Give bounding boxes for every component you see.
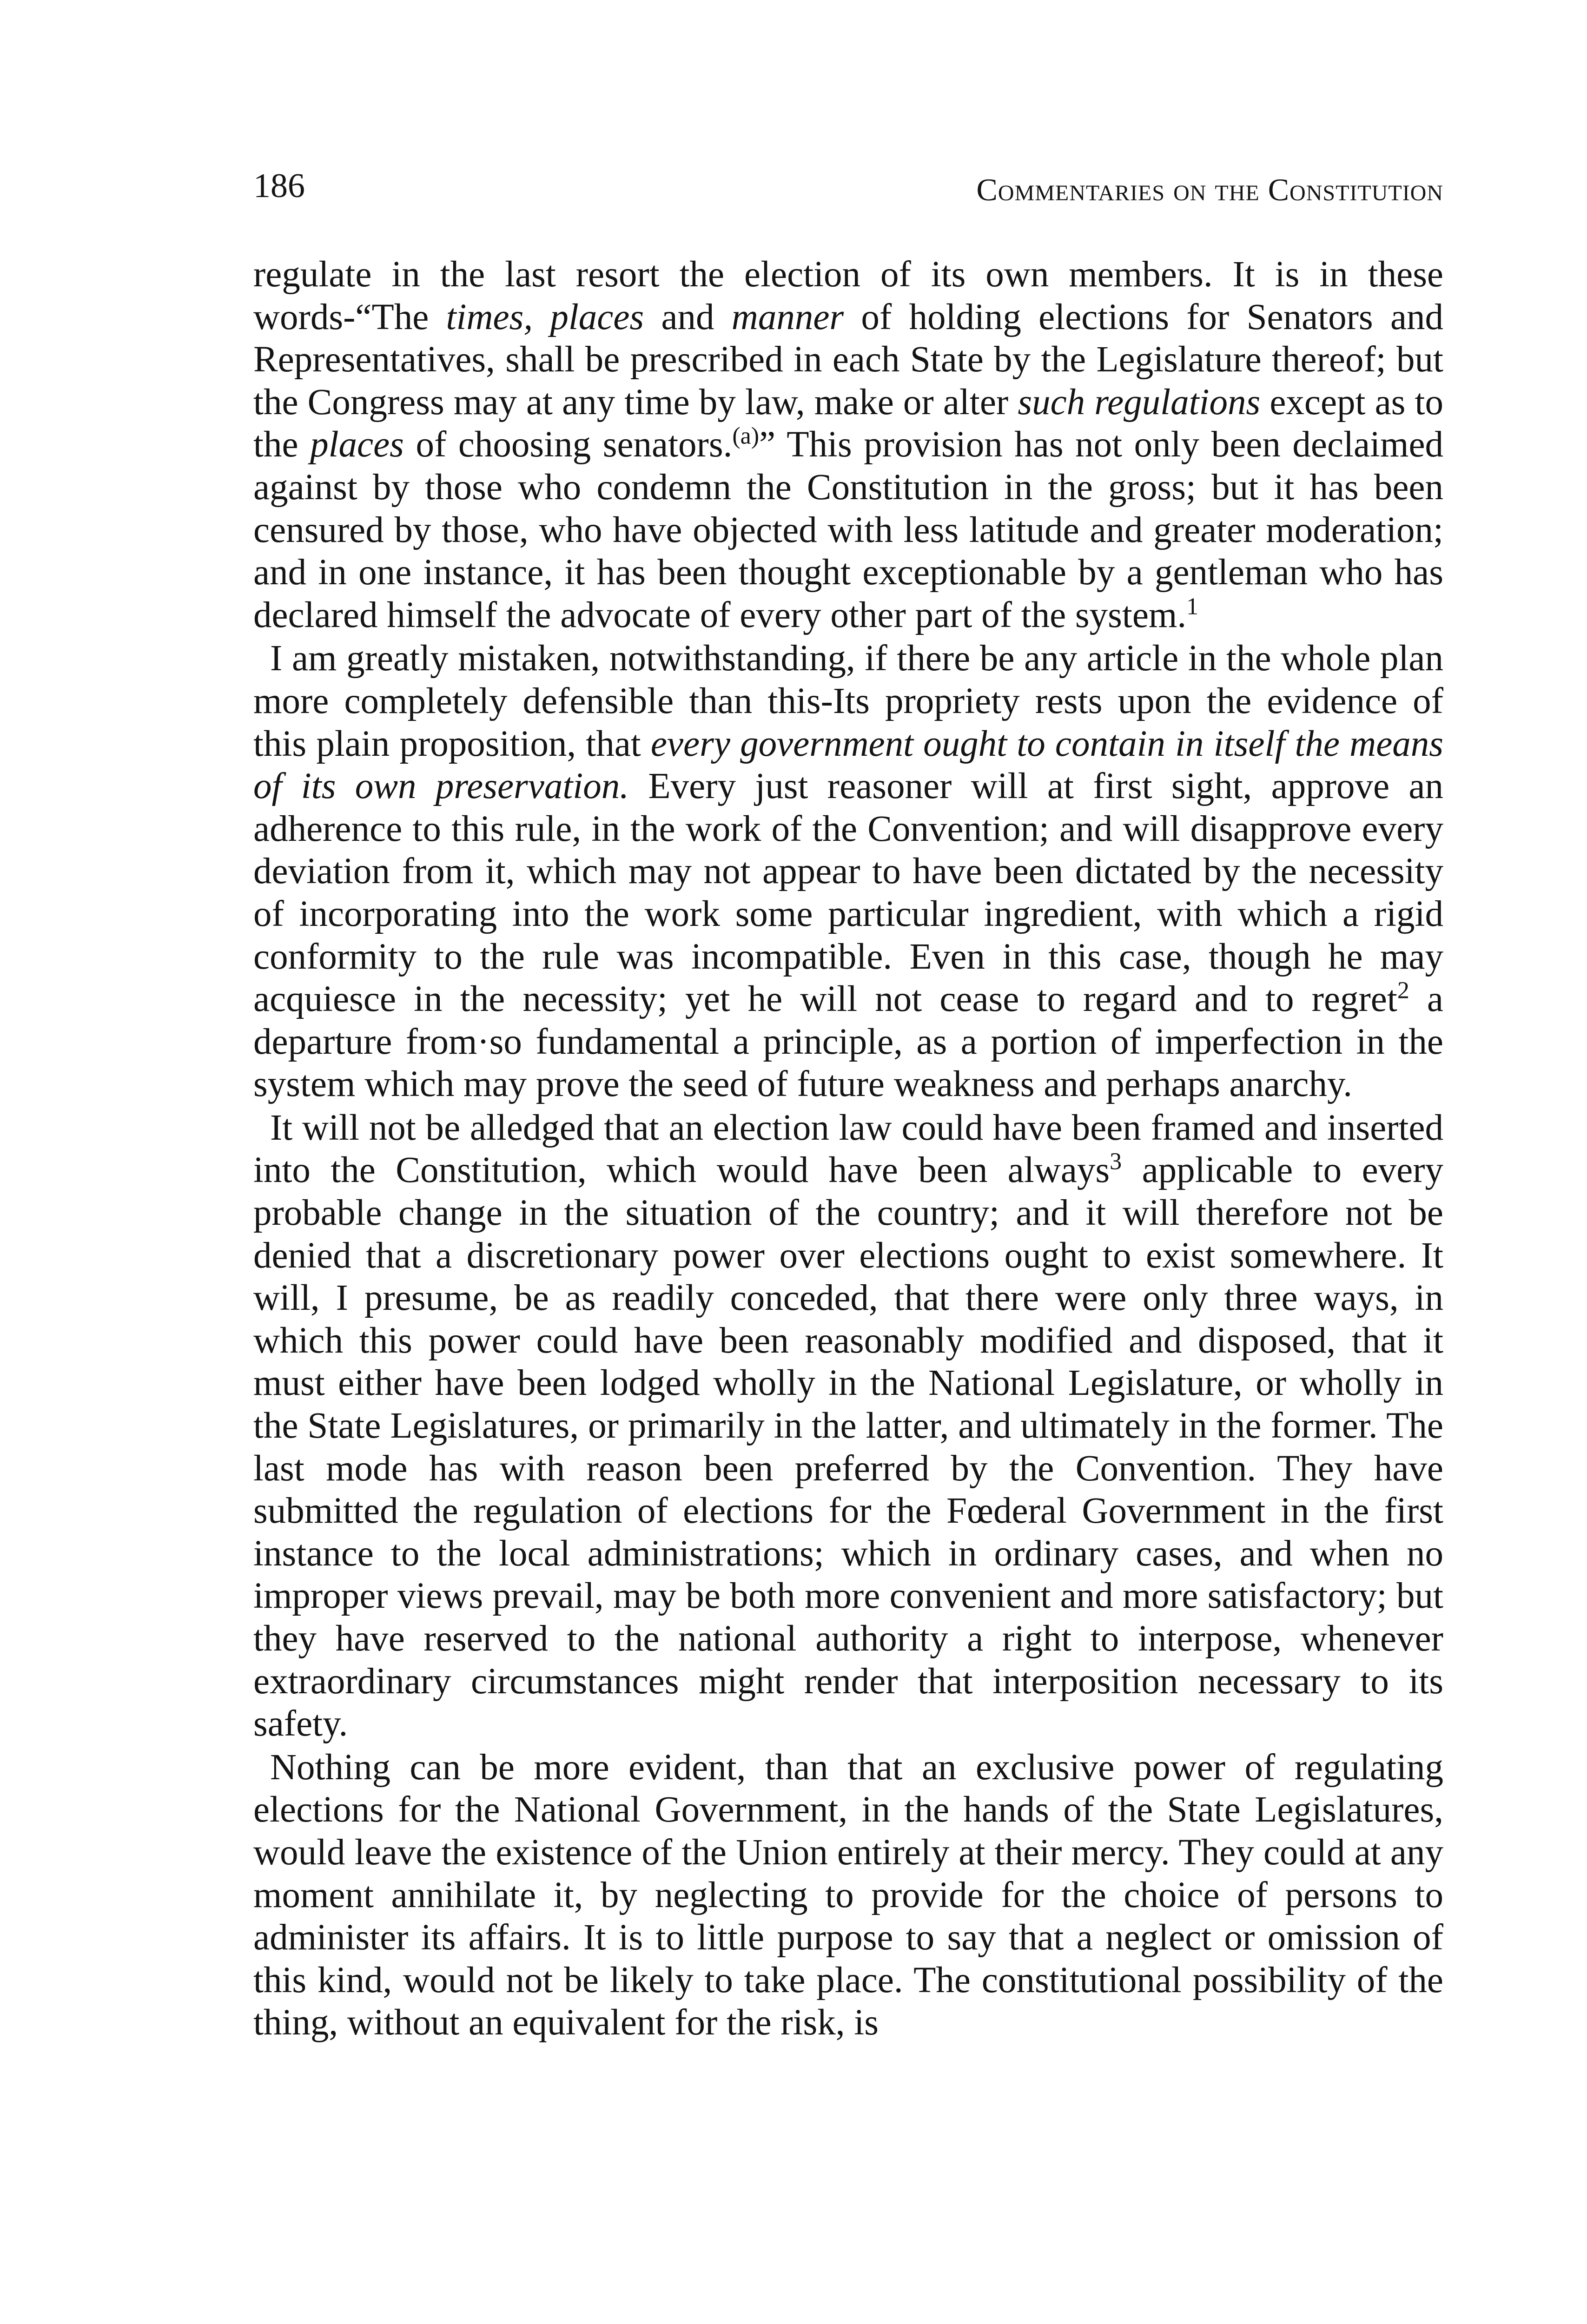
text-run: except as to the	[253, 382, 1444, 465]
running-head: Commentaries on the Constitution	[976, 172, 1443, 207]
text-run: I am greatly mistaken, notwithstanding, if there be any article in the whole plan more completely defensible than this-Its propriety rests upon the evidence of this plain proposition, that	[253, 638, 1443, 764]
page-number: 186	[253, 167, 305, 205]
italic-run: every government ought to contain in itself the means of its own preservation.	[253, 723, 1443, 807]
paragraph-4	[253, 1746, 1443, 2044]
text-run: Nothing can be more evident, than that an exclusive power of regulating elections for the National Government, in the hands of the State Legislatures, would leave the existence of the Union entirely at their mercy. They could at any moment annihilate it, by neglecting to provide for the choice of persons to administer its affairs. It is to little purpose to say that a neglect or omission of this kind, would not be likely to take place. The constitutional possibility of the thing, without an equivalent for the risk, is	[253, 1747, 1443, 2043]
paragraph-2	[253, 637, 1443, 1106]
text-run: a departure from·so fundamental a principle, as a portion of imperfection in the system which may prove the seed of future weakness and perhaps anarchy.	[253, 979, 1443, 1105]
text-run: applicable to every probable change in the situation of the country; and it will therefore not be denied that a discretionary power over elections ought to exist somewhere. It will, I presume, be as readily conceded, that there were only three ways, in which this power could have been reasonably modified and disposed, that it must either have been lodged wholly in the National Legislature, or wholly in the State Legislatures, or primarily in the latter, and ultimately in the former. The last mode has with reason been preferred by the Convention. They have submitted the regulation of elections for the Fœderal Government in the first instance to the local administrations; which in ordinary cases, and when no improper views prevail, may be both more convenient and more satisfactory; but they have reserved to the national authority a right to interpose, whenever extraordinary circumstances might render that interposition necessary to its safety.	[253, 1150, 1443, 1744]
italic-run: places	[310, 424, 404, 465]
text-run: and	[644, 297, 732, 337]
text-run: Every just reasoner will at first sight, approve an adherence to this rule, in the work of the Convention; and will disapprove every deviation from it, which may not appear to have been dictated by the necessity of incorporating into the work some particular ingredient, with which a rigid conformity to the rule was incompatible. Even in this case, though he may acquiesce in the necessity; yet he will not cease to regard and to regret	[253, 766, 1443, 1020]
page-header	[253, 163, 1443, 218]
italic-run: such regulations	[1018, 382, 1261, 423]
footnote-marker-3: 3	[1110, 1149, 1122, 1175]
paragraph-1	[253, 253, 1443, 636]
text-run: It will not be alledged that an election law could have been framed and inserted into the Constitution, which would have been always	[253, 1107, 1443, 1191]
paragraph-3	[253, 1107, 1443, 1745]
footnote-marker-a: (a)	[732, 423, 760, 450]
footnote-marker-1: 1	[1186, 593, 1199, 620]
text-run: ” This provision has not only been declaimed against by those who condemn the Constitution in the gross; but it has been censured by those, who have objected with less latitude and greater moderation; and in one instance, it has been thought exceptionable by a gentleman who has declared himself the advocate of every other part of the system.	[253, 424, 1444, 635]
text-run: of holding elections for Senators and Representatives, shall be prescribed in each State by the Legislature thereof; but the Congress may at any time by law, make or alter	[253, 297, 1444, 423]
italic-run: manner	[731, 297, 844, 337]
footnote-marker-2: 2	[1397, 977, 1409, 1004]
text-run: regulate in the last resort the election of its own members. It is in these words-“The	[253, 254, 1443, 337]
italic-run: times, places	[446, 297, 644, 337]
text-run: of choosing senators.	[403, 424, 733, 465]
body-text	[253, 253, 1443, 2044]
